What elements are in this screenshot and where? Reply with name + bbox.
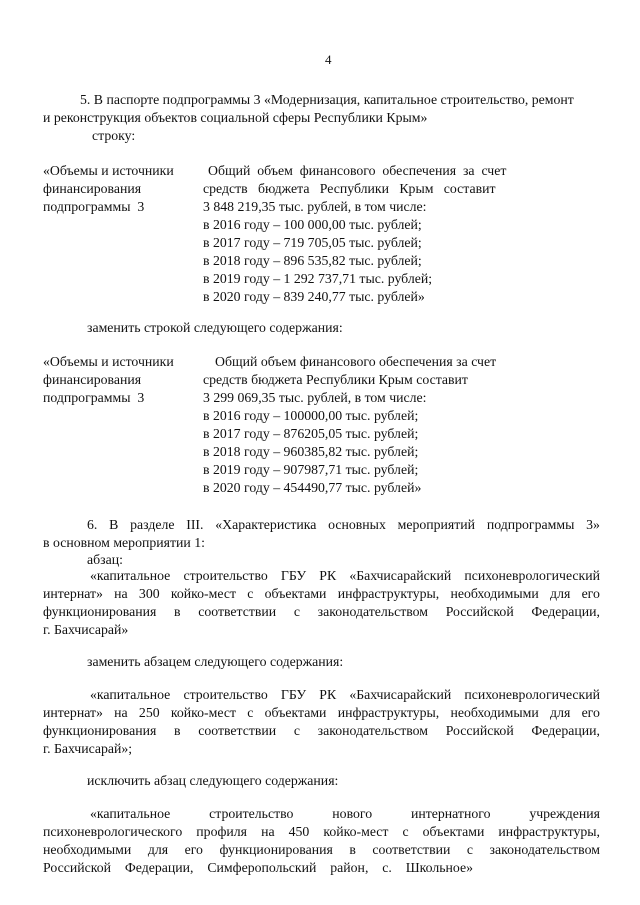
word: ГБУ [280,568,307,583]
word: инфраструктуры, [337,586,440,601]
word: интернатного [410,806,491,821]
word: функционирования [43,604,157,619]
word: законодательством [317,604,429,619]
para-old-line-3 [43,604,600,620]
word: с. [382,860,392,875]
word: его [184,842,203,857]
word: психоневрологического [43,824,183,839]
old-row-label-3: подпрограммы 3 [43,199,145,214]
word: законодательством [317,723,429,738]
new-row-value-4: в 2016 году – 100000,00 тыс. рублей; [203,408,419,423]
word: строительство [183,687,268,702]
word: учреждения [529,806,600,821]
para-old-line-2 [43,586,600,602]
para-old-line-4: г. Бахчисарай» [43,622,129,637]
word: психоневрологический [464,568,600,583]
word: необходимыми [43,842,132,857]
word: интернат» [43,586,103,601]
word: с [293,723,300,738]
new-row-value-6: в 2018 году – 960385,82 тыс. рублей; [203,444,419,459]
word: Симферопольский [207,860,317,875]
word: нового [332,806,373,821]
word: инфраструктуры, [498,824,600,839]
word: соответствии [198,723,277,738]
word: Российской [43,860,111,875]
page-number: 4 [325,52,332,67]
word: 6. [87,517,98,532]
word: Российской [445,723,514,738]
word: законодательством [489,842,600,857]
word: с [247,705,254,720]
word: Федерации, [531,723,600,738]
word: в [174,723,181,738]
old-row-value-4: в 2016 году – 100 000,00 тыс. рублей; [203,217,422,232]
para-excl-line-4 [43,860,473,876]
word: «капитальное [90,687,171,702]
new-row-value-1: Общий объем финансового обеспечения за счет [215,354,497,369]
word: объектами [264,586,327,601]
new-row-label-1: «Объемы и источники [43,354,174,369]
new-row-value-2: средств бюджета Республики Крым составит [203,372,468,387]
word: с [247,586,254,601]
word: «Характеристика [215,517,317,532]
item6-line-1 [87,517,600,533]
word: на [114,586,128,601]
word: подпрограммы [486,517,575,532]
new-row-label-2: финансирования [43,372,142,387]
item6-line-3: абзац: [87,552,123,567]
word: для [550,705,571,720]
item6-line-2: в основном мероприятии 1: [43,535,205,550]
word: район, [330,860,369,875]
word: основных [328,517,386,532]
word: мероприятий [397,517,476,532]
word: на [114,705,128,720]
item5-line-3: строку: [92,128,136,143]
word: необходимыми [450,705,539,720]
para-excl-line-3 [43,842,600,858]
old-row-label-2: финансирования [43,181,142,196]
word: «капитальное [90,806,171,821]
word: профиля [196,824,248,839]
para-new-line-3 [43,723,600,739]
word: Школьное» [405,860,473,875]
new-row-label-3: подпрограммы 3 [43,390,145,405]
para-new-line-2 [43,705,600,721]
para-new-line-4: г. Бахчисарай»; [43,741,133,756]
word: 300 [138,586,160,601]
word: разделе [130,517,175,532]
word: психоневрологический [464,687,600,702]
word: соответствии [372,842,451,857]
word: койко-мест [170,705,237,720]
word: функционирования [219,842,333,857]
replace-row-instruction: заменить строкой следующего содержания: [87,320,343,335]
word: необходимыми [450,586,539,601]
word: с [402,824,409,839]
item5-line-2: и реконструкция объектов социальной сферы Республики Крым» [43,110,428,125]
word: «Бахчисарайский [349,687,452,702]
replace-para-instruction: заменить абзацем следующего содержания: [87,654,344,669]
word: строительство [183,568,268,583]
new-row-value-8: в 2020 году – 454490,77 тыс. рублей» [203,480,422,495]
old-row-value-2: средств бюджета Республики Крым составит [203,181,496,196]
word: для [147,842,169,857]
word: строительство [209,806,294,821]
old-row-value-5: в 2017 году – 719 705,05 тыс. рублей; [203,235,422,250]
word: для [550,586,571,601]
word: III. [186,517,204,532]
word: его [581,586,600,601]
old-row-value-7: в 2019 году – 1 292 737,71 тыс. рублей; [203,271,433,286]
para-excl-line-2 [43,824,600,840]
word: 3» [586,517,600,532]
old-row-value-1: Общий объем финансового обеспечения за счет [208,163,507,178]
word: «капитальное [90,568,171,583]
para-excl-line-1 [90,806,600,822]
word: «Бахчисарайский [349,568,452,583]
word: койко-мест [323,824,389,839]
word: РК [319,687,337,702]
word: объектами [264,705,327,720]
old-row-label-1: «Объемы и источники [43,163,174,178]
word: в [174,604,181,619]
word: его [581,705,600,720]
word: с [466,842,473,857]
old-row-value-3: 3 848 219,35 тыс. рублей, в том числе: [203,199,427,214]
word: Федерации, [124,860,194,875]
para-old-line-1 [90,568,600,584]
new-row-value-7: в 2019 году – 907987,71 тыс. рублей; [203,462,419,477]
word: Российской [445,604,514,619]
old-row-value-6: в 2018 году – 896 535,82 тыс. рублей; [203,253,422,268]
word: в [349,842,356,857]
word: койко-мест [170,586,237,601]
word: соответствии [198,604,277,619]
word: с [293,604,300,619]
word: ГБУ [280,687,307,702]
new-row-value-3: 3 299 069,35 тыс. рублей, в том числе: [203,390,427,405]
word: объектами [422,824,485,839]
new-row-value-5: в 2017 году – 876205,05 тыс. рублей; [203,426,419,441]
word: инфраструктуры, [337,705,440,720]
item5-line-1: 5. В паспорте подпрограммы 3 «Модернизация, капитальное строительство, ремонт [80,92,574,107]
word: функционирования [43,723,157,738]
word: В [109,517,119,532]
word: 450 [288,824,310,839]
old-row-value-8: в 2020 году – 839 240,77 тыс. рублей» [203,289,425,304]
para-new-line-1 [90,687,600,703]
word: Федерации, [531,604,600,619]
word: РК [319,568,337,583]
word: 250 [138,705,160,720]
word: на [261,824,275,839]
exclude-para-instruction: исключить абзац следующего содержания: [87,773,339,788]
word: интернат» [43,705,103,720]
